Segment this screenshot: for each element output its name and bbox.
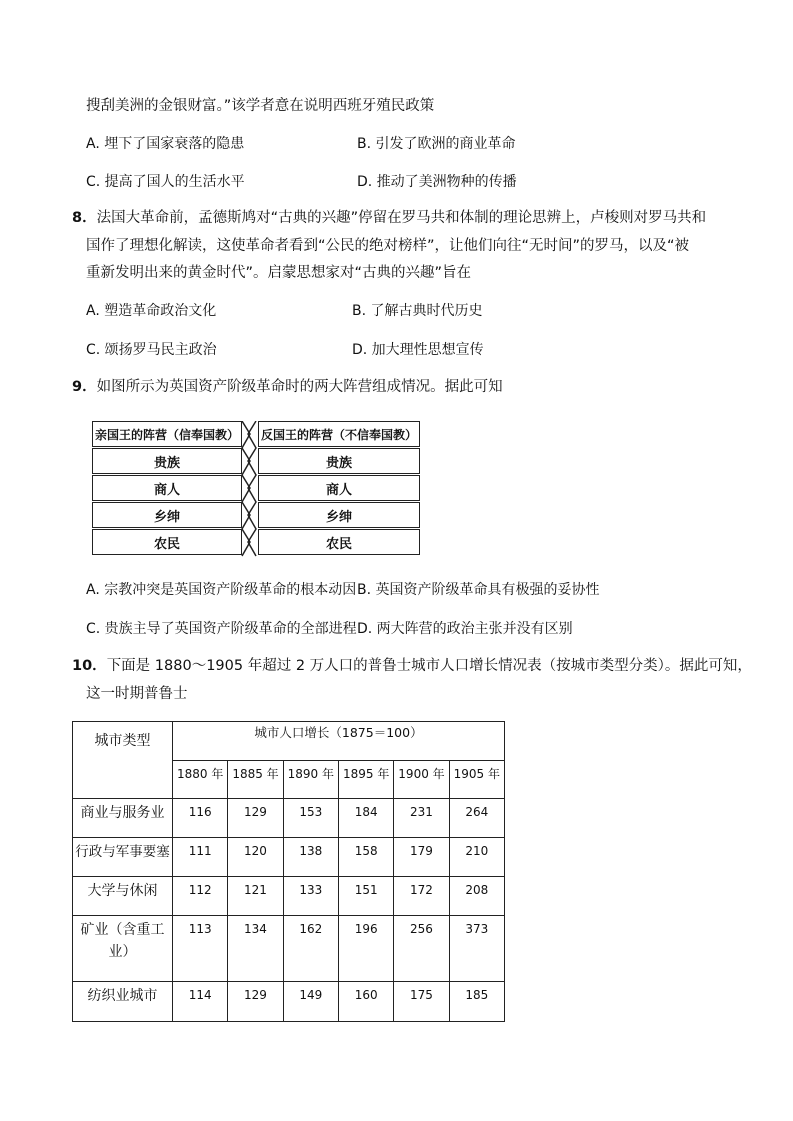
q8-option-b[interactable]: B. 了解古典时代历史 bbox=[352, 303, 483, 319]
q9-stem-text: 如图所示为英国资产阶级革命时的两大阵营组成情况。据此可知 bbox=[96, 379, 503, 395]
q8-stem-line2: 国作了理想化解读，这使革命者看到“公民的绝对榜样”，让他们向往“无时间”的罗马，以及“被 bbox=[86, 238, 690, 254]
royalist-row-nobles: 贵族 bbox=[92, 448, 242, 474]
q10-stem-line2: 这一时期普鲁士 bbox=[86, 686, 188, 702]
q8-stem-line1 bbox=[72, 208, 706, 228]
table-header-year: 1890 年 bbox=[283, 761, 338, 799]
table-header-year: 1895 年 bbox=[338, 761, 393, 799]
q9-number: 9． bbox=[72, 379, 97, 395]
table-cell: 112 bbox=[173, 877, 228, 916]
royalist-camp-header: 亲国王的阵营（信奉国教） bbox=[92, 421, 242, 447]
table-cell-type: 大学与休闲 bbox=[73, 877, 173, 916]
table-cell: 121 bbox=[228, 877, 283, 916]
table-header-growth: 城市人口增长（1875＝100） bbox=[173, 722, 505, 761]
table-header-city-type: 城市类型 bbox=[73, 722, 173, 799]
table-cell: 116 bbox=[173, 799, 228, 838]
q7-option-a[interactable]: A. 埋下了国家衰落的隐患 bbox=[86, 136, 245, 152]
table-cell: 133 bbox=[283, 877, 338, 916]
q10-number: 10． bbox=[72, 658, 107, 674]
royalist-camp-box bbox=[92, 421, 242, 561]
table-row bbox=[73, 982, 505, 1022]
parliament-row-nobles: 贵族 bbox=[258, 448, 420, 474]
table-cell: 153 bbox=[283, 799, 338, 838]
q8-option-c[interactable]: C. 颂扬罗马民主政治 bbox=[86, 342, 217, 358]
table-row bbox=[73, 838, 505, 877]
table-cell: 172 bbox=[394, 877, 449, 916]
q7-stem-tail: 搜刮美洲的金银财富。”该学者意在说明西班牙殖民政策 bbox=[86, 98, 435, 114]
parliament-camp-header: 反国王的阵营（不信奉国教） bbox=[258, 421, 420, 447]
table-cell: 138 bbox=[283, 838, 338, 877]
q9-stem bbox=[72, 377, 503, 397]
table-cell: 179 bbox=[394, 838, 449, 877]
royalist-row-peasants: 农民 bbox=[92, 529, 242, 555]
royalist-row-gentry: 乡绅 bbox=[92, 502, 242, 528]
table-cell: 208 bbox=[449, 877, 504, 916]
q8-number: 8． bbox=[72, 210, 97, 226]
table-cell-type: 商业与服务业 bbox=[73, 799, 173, 838]
q9-option-d[interactable]: D. 两大阵营的政治主张并没有区别 bbox=[357, 621, 573, 637]
table-cell: 210 bbox=[449, 838, 504, 877]
parliament-row-merchants: 商人 bbox=[258, 475, 420, 501]
table-cell: 175 bbox=[394, 982, 449, 1022]
royalist-row-merchants: 商人 bbox=[92, 475, 242, 501]
table-cell: 231 bbox=[394, 799, 449, 838]
table-cell: 185 bbox=[449, 982, 504, 1022]
table-header-year: 1880 年 bbox=[173, 761, 228, 799]
table-cell: 162 bbox=[283, 916, 338, 982]
parliament-row-gentry: 乡绅 bbox=[258, 502, 420, 528]
q7-option-b[interactable]: B. 引发了欧洲的商业革命 bbox=[357, 136, 516, 152]
table-header-year: 1885 年 bbox=[228, 761, 283, 799]
table-cell: 373 bbox=[449, 916, 504, 982]
table-cell: 196 bbox=[338, 916, 393, 982]
table-cell: 160 bbox=[338, 982, 393, 1022]
table-cell: 129 bbox=[228, 982, 283, 1022]
table-cell-type: 行政与军事要塞 bbox=[73, 838, 173, 877]
table-cell: 149 bbox=[283, 982, 338, 1022]
q7-option-d[interactable]: D. 推动了美洲物种的传播 bbox=[357, 174, 517, 190]
table-cell: 184 bbox=[338, 799, 393, 838]
table-header-year: 1905 年 bbox=[449, 761, 504, 799]
table-row bbox=[73, 877, 505, 916]
q8-option-d[interactable]: D. 加大理性思想宣传 bbox=[352, 342, 484, 358]
q8-stem-line3: 重新发明出来的黄金时代”。启蒙思想家对“古典的兴趣”旨在 bbox=[86, 265, 472, 281]
table-cell: 158 bbox=[338, 838, 393, 877]
table-cell: 120 bbox=[228, 838, 283, 877]
q9-option-c[interactable]: C. 贵族主导了英国资产阶级革命的全部进程 bbox=[86, 621, 357, 637]
parliament-camp-box bbox=[258, 421, 420, 561]
table-row bbox=[73, 916, 505, 982]
table-cell: 264 bbox=[449, 799, 504, 838]
q8-option-a[interactable]: A. 塑造革命政治文化 bbox=[86, 303, 217, 319]
table-row bbox=[73, 799, 505, 838]
parliament-row-peasants: 农民 bbox=[258, 529, 420, 555]
table-cell-type: 纺织业城市 bbox=[73, 982, 173, 1022]
q7-option-c[interactable]: C. 提高了国人的生活水平 bbox=[86, 174, 245, 190]
table-cell: 151 bbox=[338, 877, 393, 916]
q10-line1-text: 下面是 1880～1905 年超过 2 万人口的普鲁士城市人口增长情况表（按城市类型分类）。据此可知， bbox=[106, 658, 752, 674]
q9-option-a[interactable]: A. 宗教冲突是英国资产阶级革命的根本动因 bbox=[86, 582, 357, 598]
table-cell: 114 bbox=[173, 982, 228, 1022]
table-header-year: 1900 年 bbox=[394, 761, 449, 799]
table-cell: 129 bbox=[228, 799, 283, 838]
q9-option-b[interactable]: B. 英国资产阶级革命具有极强的妥协性 bbox=[357, 582, 600, 598]
q8-line1-text: 法国大革命前，孟德斯鸠对“古典的兴趣”停留在罗马共和体制的理论思辨上，卢梭则对罗马共和 bbox=[96, 210, 707, 226]
table-cell: 111 bbox=[173, 838, 228, 877]
table-cell: 134 bbox=[228, 916, 283, 982]
population-growth-table bbox=[72, 721, 505, 1022]
table-cell-type: 矿业（含重工业） bbox=[73, 916, 173, 982]
q10-stem-line1 bbox=[72, 656, 752, 676]
table-cell: 113 bbox=[173, 916, 228, 982]
table-cell: 256 bbox=[394, 916, 449, 982]
